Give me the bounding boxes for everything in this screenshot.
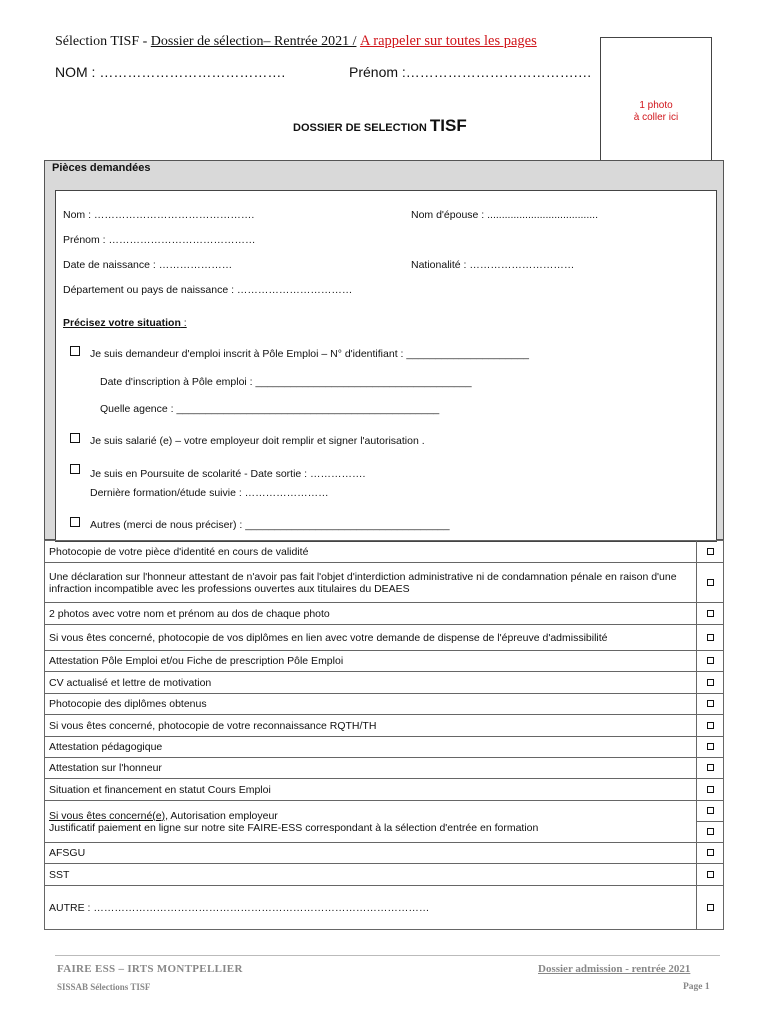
table-row <box>45 603 724 625</box>
field-agence[interactable]: Quelle agence : _____________________________________________ <box>100 403 440 415</box>
header-part1: Sélection TISF - <box>55 34 151 49</box>
photo-text-line1: 1 photo <box>639 100 673 111</box>
doc-checkbox[interactable] <box>697 886 724 930</box>
table-row <box>45 737 724 758</box>
doc-checkbox[interactable] <box>697 779 724 801</box>
doc-checkbox[interactable] <box>697 758 724 779</box>
situation-label: Précisez votre situation <box>63 317 181 329</box>
doc-label: 2 photos avec votre nom et prénom au dos de chaque photo <box>45 603 697 625</box>
checkbox-icon <box>707 871 714 878</box>
doc-label: AFSGU <box>45 843 697 864</box>
table-row <box>45 843 724 864</box>
checkbox-icon <box>707 657 714 664</box>
checkbox-autres[interactable] <box>70 517 80 527</box>
employer-underlined: Si vous êtes concerné(e), <box>49 809 169 822</box>
doc-checkbox[interactable] <box>697 651 724 672</box>
checkbox-icon <box>707 849 714 856</box>
table-row <box>45 625 724 651</box>
document-title-big: TISF <box>429 116 467 135</box>
doc-label: Photocopie des diplômes obtenus <box>45 694 697 715</box>
table-row <box>45 715 724 737</box>
document-title <box>293 116 467 136</box>
documents-table <box>44 540 724 930</box>
employer-line2: Justificatif paiement en ligne sur notre site FAIRE-ESS correspondant à la sélection d'entrée en formation <box>49 821 539 834</box>
nom-line[interactable]: NOM : …………………………………. <box>55 64 286 80</box>
doc-checkbox[interactable] <box>697 801 724 822</box>
field-derniere-formation[interactable]: Dernière formation/étude suivie : …………………… <box>90 487 329 499</box>
doc-checkbox[interactable] <box>697 864 724 886</box>
checkbox-icon <box>707 679 714 686</box>
photo-text-line2: à coller ici <box>633 112 679 123</box>
doc-label: Situation et financement en statut Cours Emploi <box>45 779 697 801</box>
checkbox-icon <box>707 764 714 771</box>
doc-label: Photocopie de votre pièce d'identité en cours de validité <box>45 541 697 563</box>
situation-colon: : <box>180 317 187 329</box>
prenom-line[interactable]: Prénom :……………………………….… <box>349 64 592 80</box>
doc-label-employeur <box>45 801 697 843</box>
header-reminder: A rappeler sur toutes les pages <box>359 33 537 49</box>
doc-checkbox[interactable] <box>697 843 724 864</box>
document-title-small: DOSSIER DE SELECTION <box>293 122 430 134</box>
checkbox-icon <box>707 828 714 835</box>
footer-divider <box>55 955 720 956</box>
table-row <box>45 864 724 886</box>
table-row <box>45 541 724 563</box>
checkbox-icon <box>707 634 714 641</box>
field-date-inscription[interactable]: Date d'inscription à Pôle emploi : _____________________________________ <box>100 376 472 388</box>
doc-checkbox[interactable] <box>697 625 724 651</box>
doc-label: Attestation Pôle Emploi et/ou Fiche de prescription Pôle Emploi <box>45 651 697 672</box>
field-departement[interactable]: Département ou pays de naissance : …………………………… <box>63 284 353 296</box>
doc-checkbox[interactable] <box>697 672 724 694</box>
doc-label: Une déclaration sur l'honneur attestant de n'avoir pas fait l'objet d'interdiction administrative ni de condamnation pénale en raison d'une infraction incompatible avec les professions ouvertes aux titulaires du DEAES <box>45 563 697 603</box>
situation-heading <box>63 317 187 329</box>
employer-rest: Autorisation employeur <box>168 809 278 822</box>
field-nationalite[interactable]: Nationalité : ………………………… <box>411 259 575 271</box>
checkbox-icon <box>707 786 714 793</box>
checkbox-icon <box>707 904 714 911</box>
doc-checkbox[interactable] <box>697 737 724 758</box>
table-row <box>45 886 724 930</box>
doc-label[interactable]: AUTRE : …………………………………………………………………………………… <box>45 886 697 930</box>
table-row <box>45 801 724 822</box>
footer-document: Dossier admission - rentrée 2021 <box>538 963 691 975</box>
table-row <box>45 563 724 603</box>
checkbox-icon <box>707 722 714 729</box>
field-nom[interactable]: Nom : ………………………………………. <box>63 209 255 221</box>
photo-box <box>600 37 712 171</box>
doc-checkbox[interactable] <box>697 822 724 843</box>
checkbox-icon <box>707 548 714 555</box>
checkbox-icon <box>707 743 714 750</box>
field-prenom[interactable]: Prénom : …………………………………… <box>63 234 256 246</box>
footer-service: SISSAB Sélections TISF <box>57 982 151 992</box>
doc-checkbox[interactable] <box>697 694 724 715</box>
doc-label: Attestation pédagogique <box>45 737 697 758</box>
doc-checkbox[interactable] <box>697 541 724 563</box>
checkbox-icon <box>707 700 714 707</box>
doc-checkbox[interactable] <box>697 715 724 737</box>
doc-checkbox[interactable] <box>697 563 724 603</box>
doc-label: Attestation sur l'honneur <box>45 758 697 779</box>
option-scolarite[interactable]: Je suis en Poursuite de scolarité - Date sortie : ……………. <box>90 468 366 480</box>
field-date-naissance[interactable]: Date de naissance : ………………… <box>63 259 233 271</box>
checkbox-icon <box>707 807 714 814</box>
doc-label: Si vous êtes concerné, photocopie de vos diplômes en lien avec votre demande de dispense de l'épreuve d'admissibilité <box>45 625 697 651</box>
checkbox-salarie[interactable] <box>70 433 80 443</box>
footer-organisation: FAIRE ESS – IRTS MONTPELLIER <box>57 963 243 975</box>
header-line <box>55 33 537 50</box>
checkbox-demandeur-emploi[interactable] <box>70 346 80 356</box>
checkbox-scolarite[interactable] <box>70 464 80 474</box>
table-row <box>45 694 724 715</box>
option-salarie: Je suis salarié (e) – votre employeur doit remplir et signer l'autorisation . <box>90 435 425 447</box>
checkbox-icon <box>707 579 714 586</box>
option-autres[interactable]: Autres (merci de nous préciser) : ___________________________________ <box>90 519 450 531</box>
table-row <box>45 672 724 694</box>
table-row <box>45 779 724 801</box>
doc-label: SST <box>45 864 697 886</box>
doc-label: Si vous êtes concerné, photocopie de votre reconnaissance RQTH/TH <box>45 715 697 737</box>
table-row <box>45 758 724 779</box>
doc-label: CV actualisé et lettre de motivation <box>45 672 697 694</box>
option-demandeur-emploi: Je suis demandeur d'emploi inscrit à Pôle Emploi – N° d'identifiant : _____________________ <box>90 348 529 360</box>
footer-page-number: Page 1 <box>683 982 710 992</box>
field-nom-epouse[interactable]: Nom d'épouse : ...................................... <box>411 209 598 221</box>
table-row <box>45 651 724 672</box>
header-part2: Dossier de sélection– Rentrée 2021 / <box>150 34 357 49</box>
photo-text <box>601 100 711 124</box>
panel-title: Pièces demandées <box>52 162 151 174</box>
doc-checkbox[interactable] <box>697 603 724 625</box>
checkbox-icon <box>707 610 714 617</box>
